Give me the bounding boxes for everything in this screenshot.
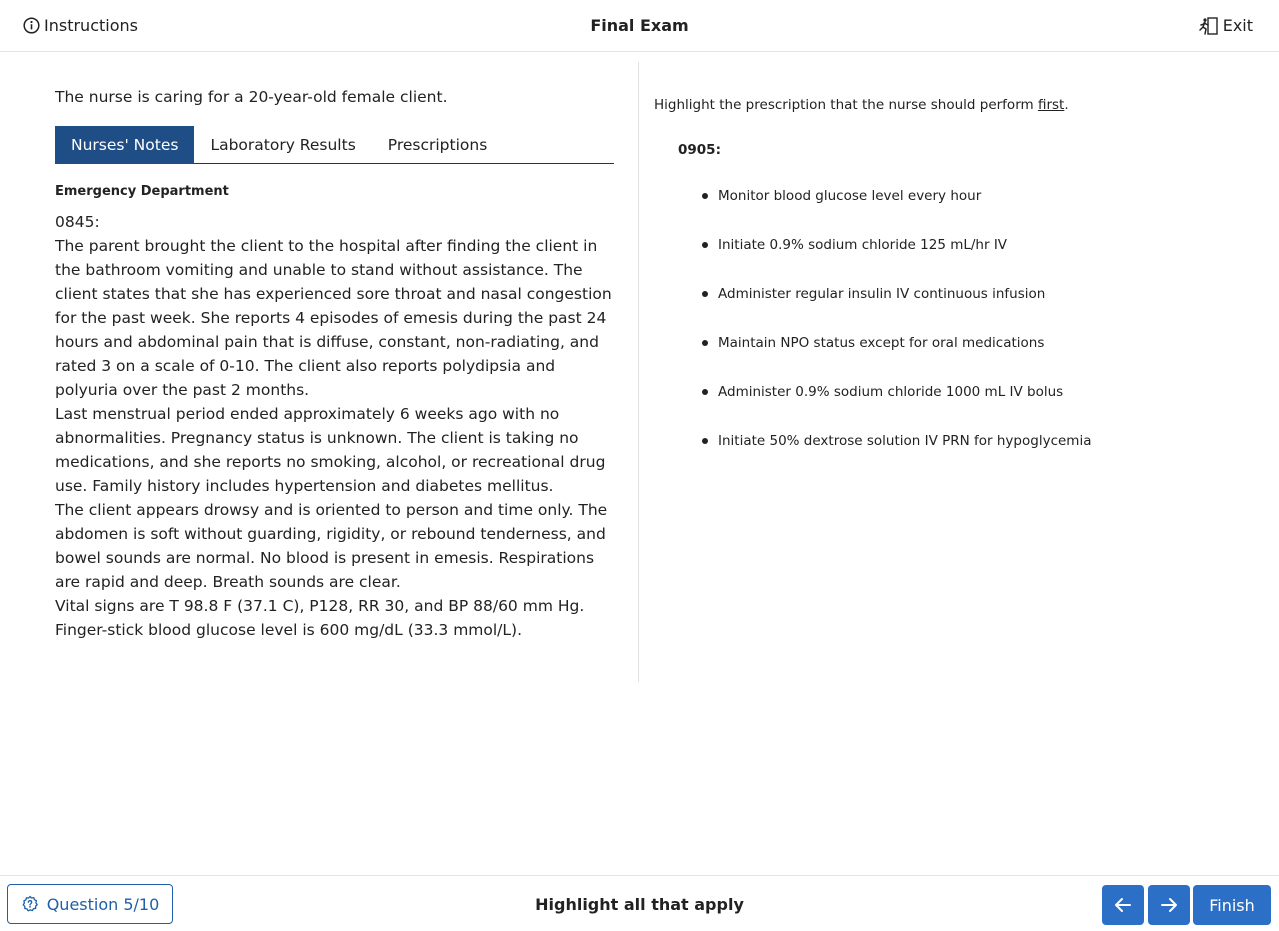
case-intro: The nurse is caring for a 20-year-old female client. bbox=[55, 88, 448, 106]
prescription-option[interactable]: Maintain NPO status except for oral medications bbox=[702, 333, 1091, 382]
note-paragraph: Last menstrual period ended approximately 6 weeks ago with no abnormalities. Pregnancy status is unknown. The client is taking no medications, and she reports no smoking, alcohol, or recreational drug use. Family history includes hypertension and diabetes mellitus. bbox=[55, 405, 606, 495]
exit-button[interactable] bbox=[1199, 0, 1253, 51]
exit-label: Exit bbox=[1222, 16, 1253, 35]
tab-prescriptions[interactable]: Prescriptions bbox=[387, 136, 488, 154]
instructions-label: Instructions bbox=[44, 16, 138, 35]
prompt-end: . bbox=[1064, 97, 1069, 113]
note-glucose: Finger-stick blood glucose level is 600 mg/dL (33.3 mmol/L). bbox=[55, 621, 523, 639]
prompt-emphasis: first bbox=[1037, 97, 1065, 113]
prescription-option[interactable]: Initiate 50% dextrose solution IV PRN for hypoglycemia bbox=[702, 431, 1091, 480]
prescription-time: 0905: bbox=[678, 142, 721, 158]
info-circle-icon bbox=[23, 17, 40, 34]
prompt-text: Highlight the prescription that the nurse should perform bbox=[654, 97, 1038, 113]
finish-button[interactable]: Finish bbox=[1193, 885, 1271, 925]
prescription-option[interactable]: Administer 0.9% sodium chloride 1000 mL IV bolus bbox=[702, 382, 1091, 431]
question-counter: Question 5/10 bbox=[46, 894, 160, 914]
prescription-option[interactable]: Monitor blood glucose level every hour bbox=[702, 186, 1091, 235]
tab-nurses-notes[interactable]: Nurses' Notes bbox=[55, 126, 194, 164]
arrow-right-icon bbox=[1160, 897, 1178, 913]
pane-divider bbox=[638, 62, 639, 682]
note-paragraph: The parent brought the client to the hospital after finding the client in the bathroom vomiting and unable to stand without assistance. The client states that she has experienced sore throat and nasal congestion for the past week. She reports 4 episodes of emesis during the past 24 hours and abdominal pain that is diffuse, constant, non-radiating, and rated 3 on a scale of 0-10. The client also reports polydipsia and polyuria over the past 2 months. bbox=[55, 237, 612, 399]
answer-instruction: Highlight all that apply bbox=[535, 894, 744, 914]
top-bar bbox=[0, 0, 1279, 52]
help-gear-icon bbox=[21, 895, 39, 913]
instructions-button[interactable] bbox=[23, 0, 138, 51]
prescription-list bbox=[702, 186, 1091, 480]
nurses-notes-text bbox=[55, 210, 615, 642]
note-time: 0845: bbox=[55, 213, 100, 231]
note-vitals: Vital signs are T 98.8 F (37.1 C), P128, RR 30, and BP 88/60 mm Hg. bbox=[55, 597, 585, 615]
case-tabs bbox=[55, 126, 614, 164]
exit-run-icon bbox=[1199, 17, 1219, 35]
question-navigator-button[interactable] bbox=[7, 884, 173, 924]
note-paragraph: The client appears drowsy and is oriented to person and time only. The abdomen is soft without guarding, rigidity, or rebound tenderness, and bowel sounds are normal. No blood is present in emesis. Respirations are rapid and deep. Breath sounds are clear. bbox=[55, 501, 608, 591]
previous-button[interactable] bbox=[1102, 885, 1144, 925]
bottom-bar bbox=[0, 875, 1279, 931]
tab-laboratory-results[interactable]: Laboratory Results bbox=[210, 136, 356, 154]
prescription-option[interactable]: Initiate 0.9% sodium chloride 125 mL/hr IV bbox=[702, 235, 1091, 284]
page-title: Final Exam bbox=[590, 16, 689, 35]
next-button[interactable] bbox=[1148, 885, 1190, 925]
section-title: Emergency Department bbox=[55, 184, 229, 199]
prescription-option[interactable]: Administer regular insulin IV continuous infusion bbox=[702, 284, 1091, 333]
arrow-left-icon bbox=[1114, 897, 1132, 913]
question-prompt bbox=[654, 97, 1069, 113]
